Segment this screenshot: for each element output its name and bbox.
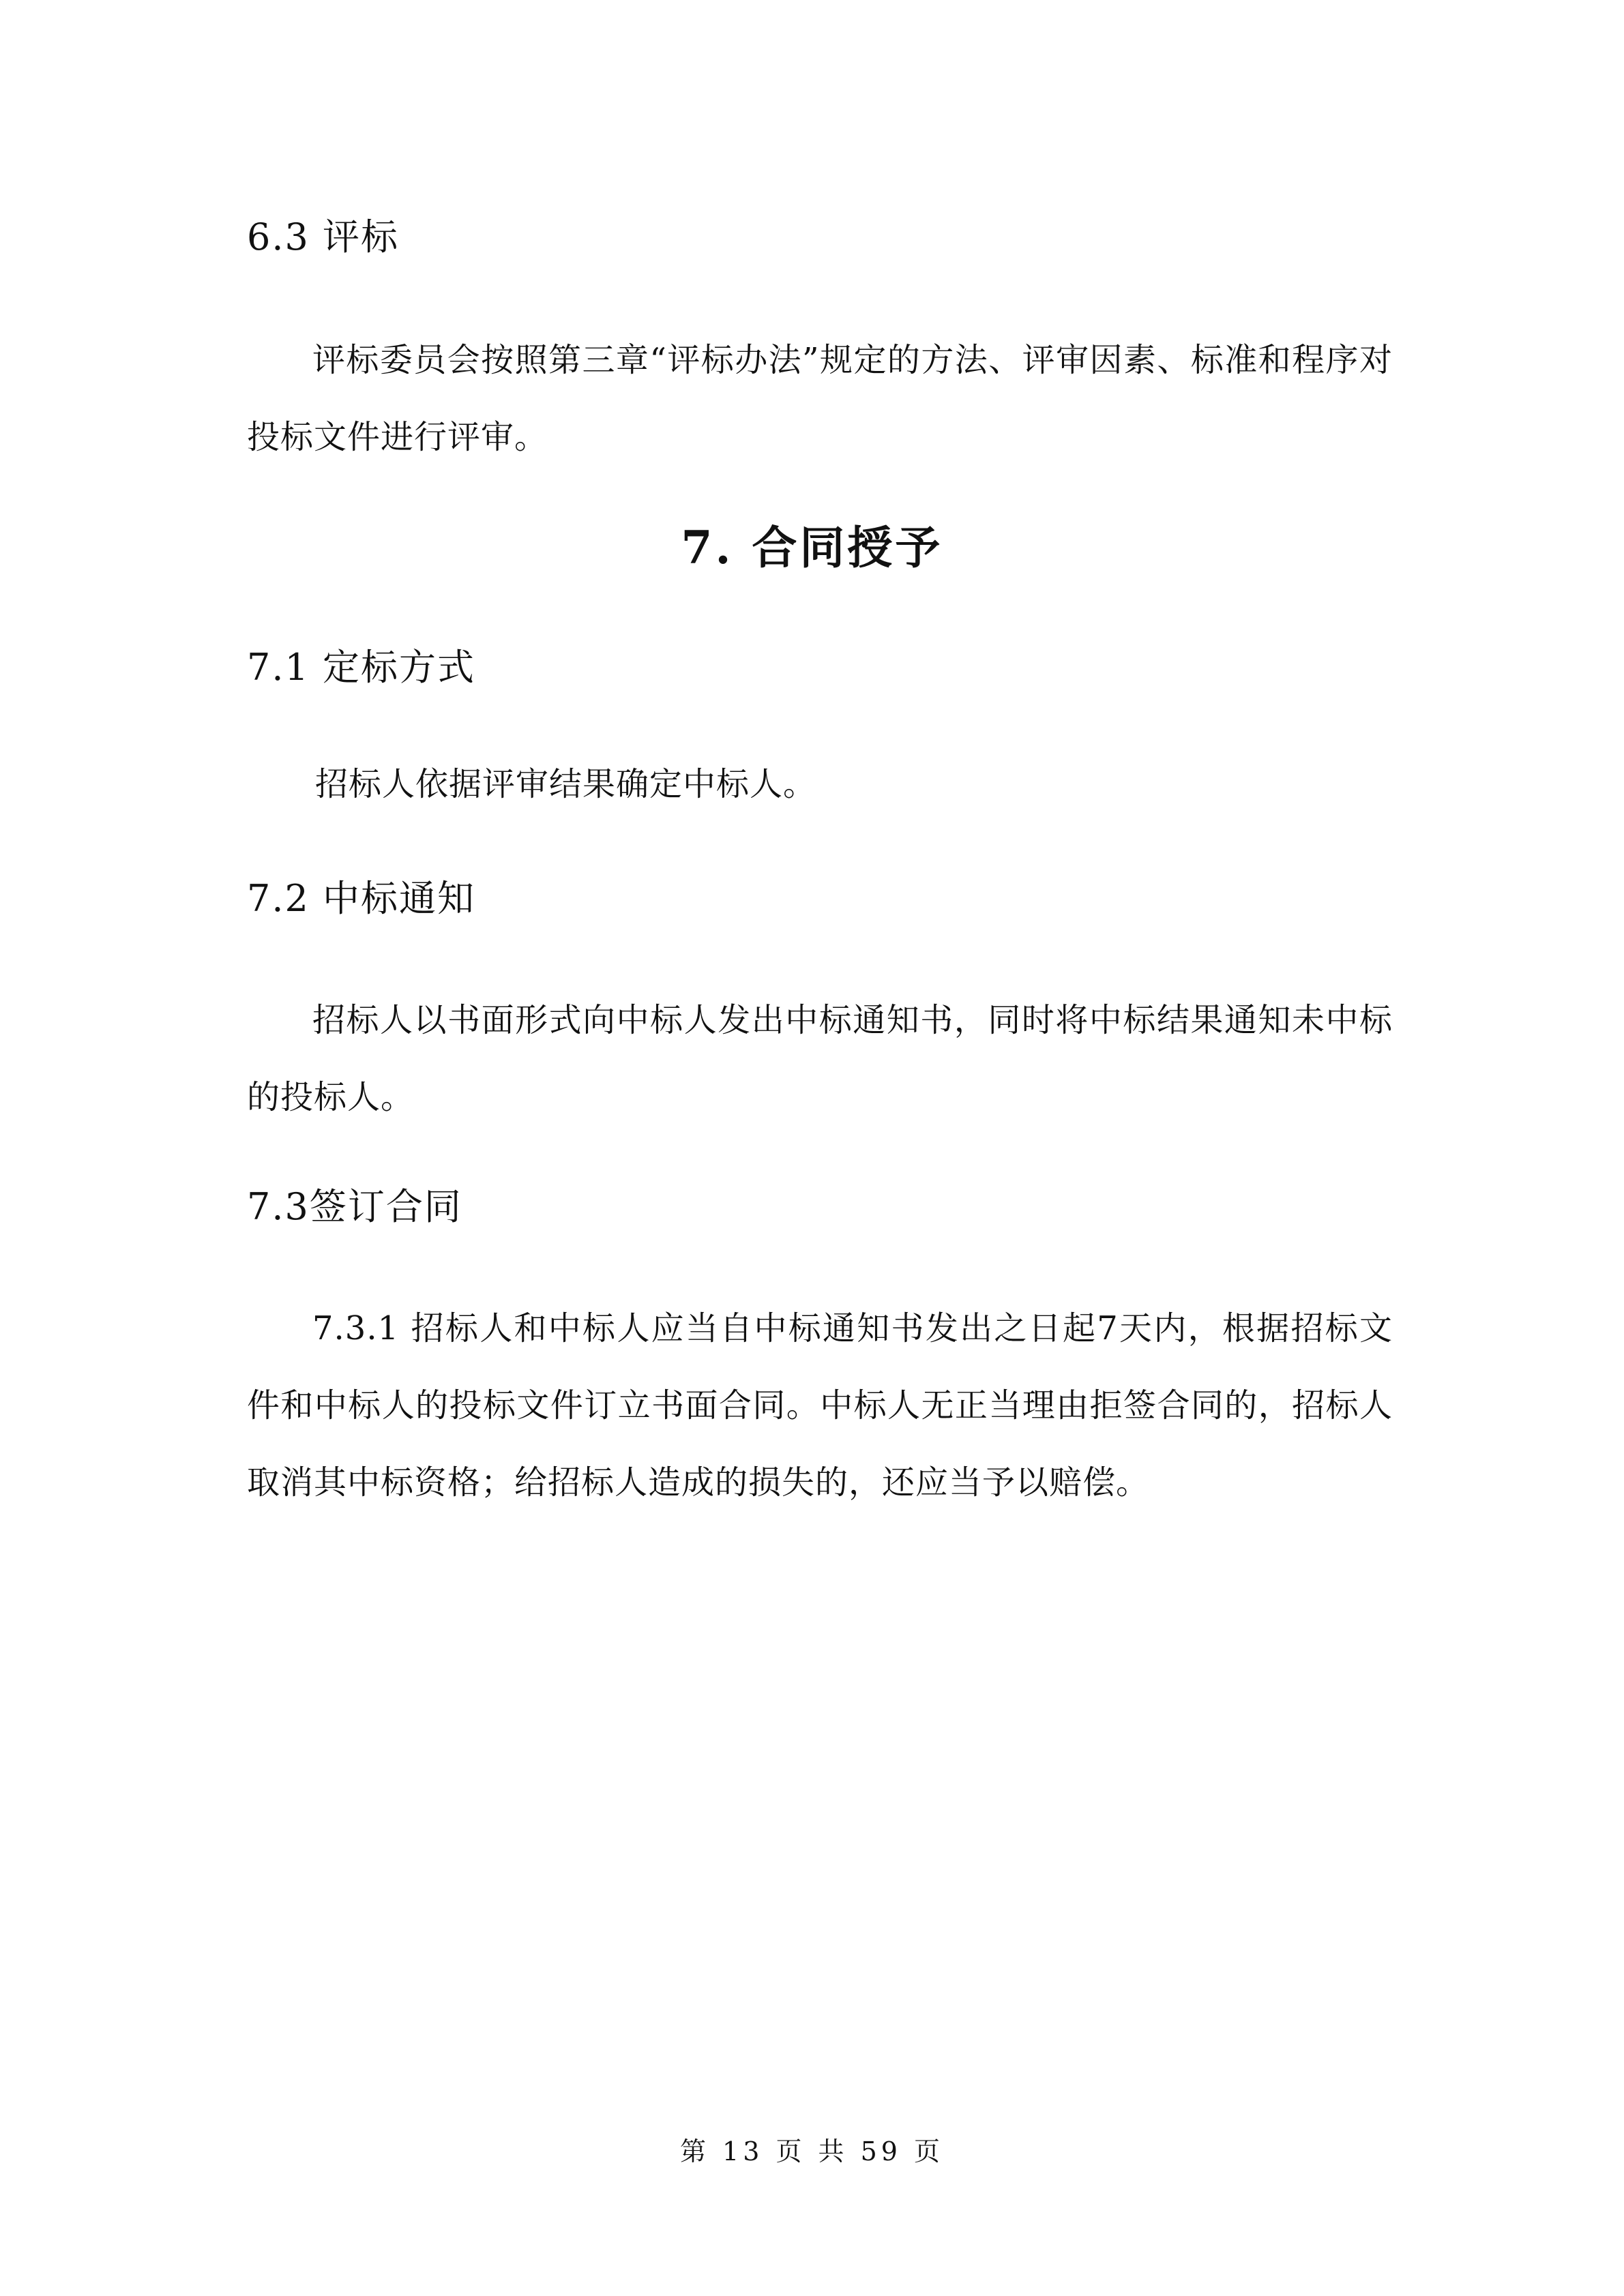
section-6-3-paragraph: 评标委员会按照第三章“评标办法”规定的方法、评审因素、标准和程序对投标文件进行评审。 <box>247 341 1393 456</box>
section-7-3-1-paragraph: 7.3.1 招标人和中标人应当自中标通知书发出之日起7天内，根据招标文件和中标人的投标文件订立书面合同。中标人无正当理由拒签合同的，招标人取消其中标资格；给招标人造成的损失的，还应当予以赔偿。 <box>247 1309 1393 1502</box>
chapter-7-heading: 7. 合同授予 <box>681 521 943 574</box>
page-number-footer: 第 13 页 共 59 页 <box>679 2136 945 2166</box>
section-7-1-paragraph: 招标人依据评审结果确定中标人。 <box>315 765 817 803</box>
section-7-2-heading: 7.2 中标通知 <box>247 877 476 920</box>
section-6-3-heading: 6.3 评标 <box>247 215 400 258</box>
section-7-2-paragraph: 招标人以书面形式向中标人发出中标通知书，同时将中标结果通知未中标的投标人。 <box>247 1001 1393 1116</box>
section-7-3-heading: 7.3签订合同 <box>247 1185 462 1228</box>
section-7-1-heading: 7.1 定标方式 <box>247 646 476 689</box>
